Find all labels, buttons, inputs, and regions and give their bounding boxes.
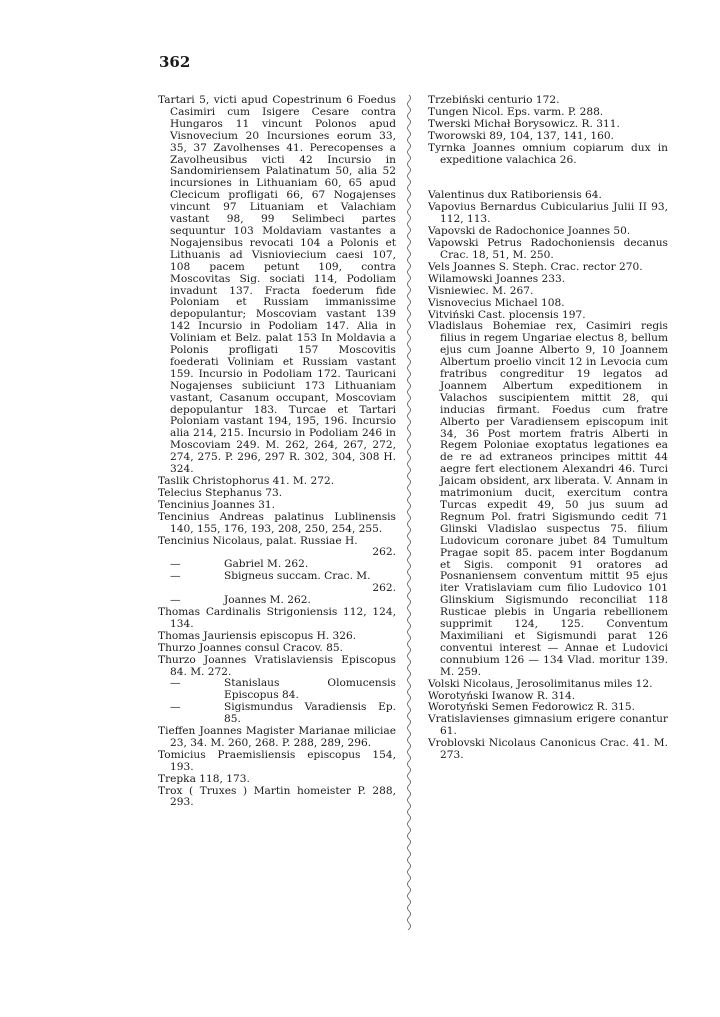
entry-text: Trox ( Truxes ) Martin homeister P. 288, 293. [158,784,396,809]
entry-text: Telecius Stephanus 73. [158,486,283,499]
page-number: 362 [159,53,191,71]
index-entry [158,512,396,536]
entry-text: Gabriel M. 262. [224,558,309,571]
entry-text: Taslik Christophorus 41. M. 272. [158,475,335,487]
entry-text: Tungen Nicol. Eps. varm. P. 288. [428,105,604,118]
entry-text: Trzebiński centurio 172. [428,94,560,106]
index-entry [428,202,668,226]
entry-text: Visniewiec. M. 267. [428,284,534,297]
entry-text: Tomicius Praemisliensis episcopus 154, 193. [158,748,396,773]
index-entry [158,95,396,476]
index-entry [158,655,396,679]
entry-text: Visnovecius Michael 108. [428,296,565,309]
index-column-left [158,95,396,809]
entry-text: Sigismundus Varadiensis Ep. 85. [224,701,396,726]
entry-text: Vapovski de Radochonice Joannes 50. [428,225,631,238]
ditto-dash: — [170,594,181,607]
entry-text: Vapovius Bernardus Cubicularius Julii II 93, 112, 113. [428,201,668,226]
column-divider-wavy-line [404,95,414,930]
entry-text: Vladislaus Bohemiae rex, Casimiri regis filius in regem Ungariae electus 8, bellum ejus cum Joanne Alberto 9, 10 Joannem Albertum proelio vincit 12 in Levocia cum fratribus congreditur 19 legatos ad Joannem Albertum expeditionem in Valachos suscipientem mittit 28, qui inducias firmant. Foedus cum fratre Alberto per Varadiensem episcopum init 34, 36 Post mortem fratris Alberti in Regem Poloniae exoptatus legationes ea de re ad extraneos principes mittit 44 aegre fert electionem Alexandri 46. Turci Jaicam obsident, arx liberata. V. Annam in matrimonium ducit, exercitum contra Turcas expedit 49, 50 jus suum ad Regnum Pol. fratri Sigismundo cedit 71 Glinski Vladislao suspectus 75. filium Ludovicum coronare jubet 84 Tumultum Pragae sopit 85. pacem inter Bogdanum et Sigis. componit 91 oratores ad Posnaniensem conventum mittit 95 ejus iter Vratislaviam cum filio Ludovico 101 Glinskium Sigismundo reconciliat 118 Rusticae plebis in Ungaria rebellionem supprimit 124, 125. Conventum Maximiliani et Sigismundi parat 126 conventui interest — Annae et Ludovici connubium 126 — 134 Vlad. moritur 139. M. 259. [428,320,668,678]
entry-text: Wilamowski Joannes 233. [428,272,566,285]
index-entry [158,786,396,810]
index-entry [158,726,396,750]
index-entry [428,738,668,762]
entry-text: Tartari 5, victi apud Copestrinum 6 Foedus Casimiri cum Isigere Cesare contra Hungaros 11 vincunt Polonos apud Visnovecium 20 Incursiones eorum 33, 35, 37 Zavolhenses 41. Perecopenses a Zavolheusibus victi 42 Incursio in Sandomiriensem Palatinatum 50, alia 52 incursiones in Lithuaniam 60, 65 apud Clecicum profligati 66, 67 Nogajenses vincunt 97 Lituaniam et Valachiam vastant 98, 99 Selimbeci partes sequuntur 103 Moldaviam vastantes a Nogajensibus revocati 104 a Polonis et Lithuanis ad Visnioviecium caesi 107, 108 pacem petunt 109, contra Moscovitas Sig. sociati 114, Podoliam invadunt 137. Fracta foederum fide Poloniam et Russiam immanissime depopulantur; Moscoviam vastant 139 142 Incursio in Podoliam 147. Alia in Voliniam et Belz. palat 153 In Moldavia a Polonis profligati 157 Moscovitis foederati Voliniam et Russiam vastant 159. Incursio in Podoliam 172. Tauricani Nogajenses subiiciunt 173 Lithuaniam vastant, Casanum occupant, Moscoviam depopulantur 183. Turcae et Tartari Poloniam vastant 194, 195, 196. Incursio alia 214, 215. Incursio in Podoliam 246 in Moscoviam 249. M. 262, 264, 267, 272, 274, 275. P. 296, 297 R. 302, 304, 308 H. 324. [158,94,396,476]
entry-text: Thomas Jauriensis episcopus H. 326. [158,629,357,642]
entry-text: Vels Joannes S. Steph. Crac. rector 270. [428,260,643,273]
index-section-v [428,190,668,762]
entry-text: Tencinius Andreas palatinus Lublinensis 140, 155, 176, 193, 208, 250, 254, 255. [158,510,396,535]
entry-text: Tworowski 89, 104, 137, 141, 160. [428,129,614,142]
index-section-t [428,95,668,166]
ditto-dash: — [170,570,181,583]
entry-text: Worotyński Iwanow R. 314. [428,689,576,702]
entry-text: Joannes M. 262. [224,594,311,607]
index-entry [428,321,668,678]
entry-text: Twerski Michał Borysowicz. R. 311. [428,117,620,130]
entry-trailing-page: 262. [372,546,396,559]
ditto-dash: — [170,677,181,690]
entry-text: Valentinus dux Ratiboriensis 64. [428,189,602,202]
entry-text: Tencinius Nicolaus, palat. Russiae H. [158,534,358,547]
entry-trailing-page: 262. [372,582,396,595]
entry-text: Thomas Cardinalis Strigoniensis 112, 124, 134. [158,605,396,630]
index-entry [428,714,668,738]
ditto-dash: — [170,701,181,714]
entry-text: Tencinius Joannes 31. [158,498,276,511]
entry-text: Volski Nicolaus, Jerosolimitanus miles 12. [428,677,653,690]
index-entry [158,607,396,631]
entry-text: Vratislavienses gimnasium erigere conantur 61. [428,713,668,738]
entry-text: Worotyński Semen Fedorowicz R. 315. [428,701,635,714]
entry-text: Sbigneus succam. Crac. M. [224,570,371,583]
entry-text: Tieffen Joannes Magister Marianae miliciae 23, 34. M. 260, 268. P. 288, 289, 296. [158,725,396,749]
entry-text: Vapowski Petrus Radochoniensis decanus Crac. 18, 51, M. 250. [428,237,668,261]
section-gap [428,166,668,190]
index-entry [158,702,396,726]
ditto-dash: — [170,558,181,571]
index-entry [158,678,396,702]
entry-text: Vroblovski Nicolaus Canonicus Crac. 41. M. 273. [428,737,668,762]
entry-text: Tyrnka Joannes omnium copiarum dux in expeditione valachica 26. [428,141,668,166]
index-entry [158,750,396,774]
index-entry [158,536,396,560]
index-entry [158,571,396,595]
index-column-right [428,95,668,762]
entry-text: Thurzo Joannes Vratislaviensis Episcopus 84. M. 272. [158,653,396,678]
entry-text: Thurzo Joannes consul Cracov. 85. [158,641,344,654]
entry-text: Trepka 118, 173. [158,772,250,785]
index-entry [428,238,668,262]
entry-text: Stanislaus Olomucensis Episcopus 84. [224,677,396,702]
wavy-line-path [408,95,411,930]
index-entry [428,143,668,167]
entry-text: Vitviński Cast. plocensis 197. [428,308,586,321]
